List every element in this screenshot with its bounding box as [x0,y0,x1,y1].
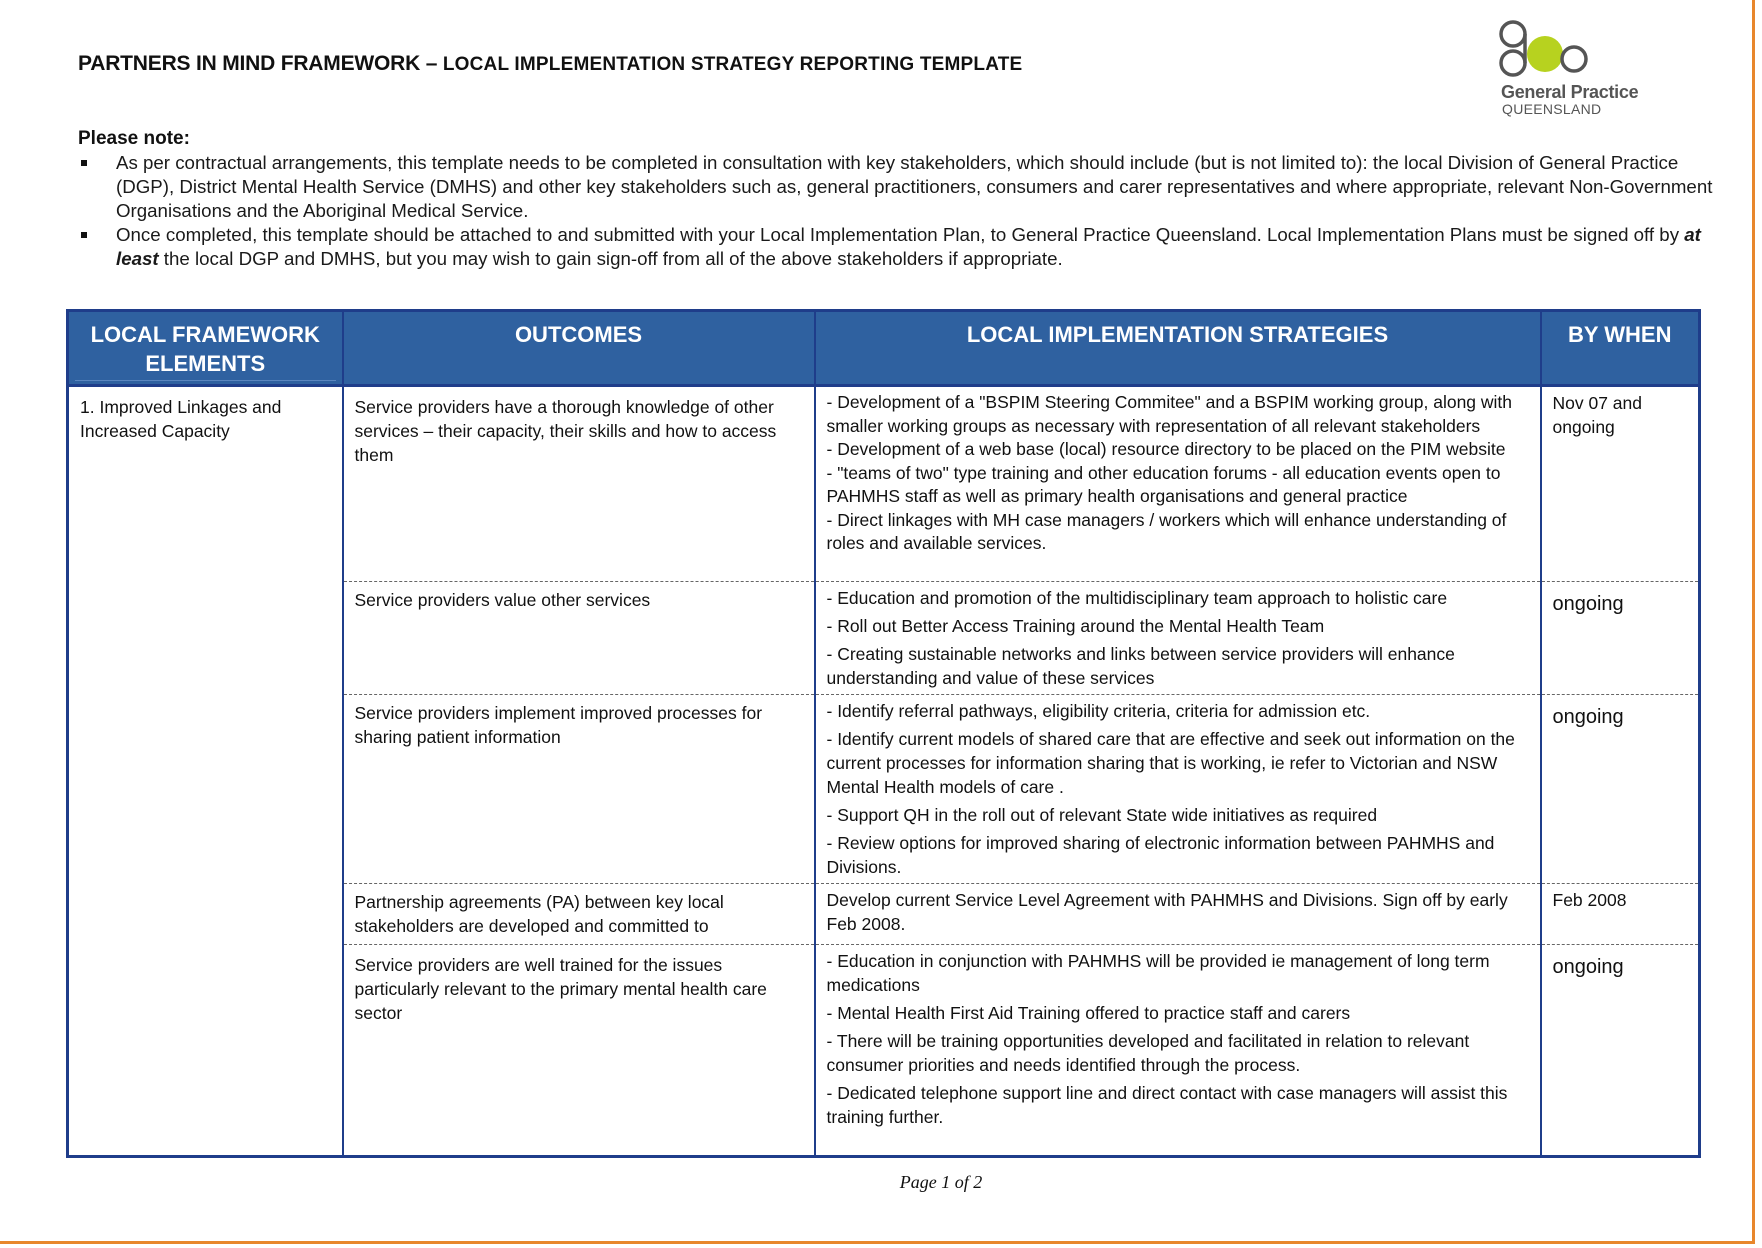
outcome-cell: Service providers implement improved processes for sharing patient information [343,695,815,884]
header-by-when: BY WHEN [1541,311,1700,386]
logo-region: QUEENSLAND [1502,101,1602,117]
by-when-cell: Nov 07 and ongoing [1541,386,1700,582]
page-edge-bottom [0,1241,1755,1244]
strategy-table [66,309,1701,1158]
strategies-cell: Develop current Service Level Agreement with PAHMHS and Divisions. Sign off by early Feb 2008. [815,884,1541,945]
by-when-cell: Feb 2008 [1541,884,1700,945]
header-framework-elements: LOCAL FRAMEWORK ELEMENTS [68,311,343,386]
strategies-cell: - Education and promotion of the multidisciplinary team approach to holistic care - Roll out Better Access Training around the Mental Health Team - Creating sustainable networks and links between service providers will enhance understanding and value of these services [815,582,1541,695]
bullet-square-icon [81,232,87,238]
framework-element-cell: 1. Improved Linkages and Increased Capacity [68,386,343,1157]
header-strategies: LOCAL IMPLEMENTATION STRATEGIES [815,311,1541,386]
note-item: Once completed, this template should be attached to and submitted with your Local Implementation Plan, to General Practice Queensland. Local Implementation Plans must be signed off by at least the local DGP and DMHS, but you may wish to gain sign-off from all of the above stakeholders if appropriate. [78,223,1718,271]
outcome-cell: Service providers are well trained for the issues particularly relevant to the primary mental health care sector [343,945,815,1157]
by-when-cell: ongoing [1541,945,1700,1157]
outcome-cell: Service providers have a thorough knowledge of other services – their capacity, their skills and how to access them [343,386,815,582]
page-edge-right [1752,0,1755,1244]
document-title: PARTNERS IN MIND FRAMEWORK – LOCAL IMPLEMENTATION STRATEGY REPORTING TEMPLATE [78,52,1023,75]
note-item: As per contractual arrangements, this template needs to be completed in consultation with key stakeholders, which should include (but is not limited to): the local Division of General Practice (DGP), District Mental Health Service (DMHS) and other key stakeholders such as, general practitioners, consumers and carer representatives and where appropriate, relevant Non-Government Organisations and the Aboriginal Medical Service. [78,151,1718,223]
outcome-cell: Partnership agreements (PA) between key local stakeholders are developed and committed to [343,884,815,945]
by-when-cell: ongoing [1541,695,1700,884]
outcome-cell: Service providers value other services [343,582,815,695]
page-number: Page 1 of 2 [899,1172,983,1192]
table-row [68,386,1700,582]
note-list [78,151,1718,271]
logo-name: General Practice [1501,82,1639,102]
strategies-cell: - Education in conjunction with PAHMHS will be provided ie management of long term medications - Mental Health First Aid Training offered to practice staff and carers - There will be training opportunities developed and facilitated in relation to relevant consumer priorities and needs identified through the process. - Dedicated telephone support line and direct contact with case managers will assist this training further. [815,945,1541,1157]
bullet-square-icon [81,160,87,166]
table-header-row [68,311,1700,386]
strategies-cell: - Identify referral pathways, eligibility criteria, criteria for admission etc. - Identify current models of shared care that are effective and seek out information on the current processes for information sharing that is working, ie refer to Victorian and NSW Mental Health models of care . - Support QH in the roll out of relevant State wide initiatives as required - Review options for improved sharing of electronic information between PAHMHS and Divisions. [815,695,1541,884]
strategies-cell: - Development of a "BSPIM Steering Commitee" and a BSPIM working group, along with smaller working groups as necessary with representation of all relevant stakeholders - Development of a web base (local) resource directory to be placed on the PIM website - "teams of two" type training and other education forums - all education events open to PAHMHS staff as well as primary health organisations and general practice - Direct linkages with MH case managers / workers which will enhance understanding of roles and available services. [815,386,1541,582]
by-when-cell: ongoing [1541,582,1700,695]
note-heading: Please note: [78,128,190,149]
header-outcomes: OUTCOMES [343,311,815,386]
